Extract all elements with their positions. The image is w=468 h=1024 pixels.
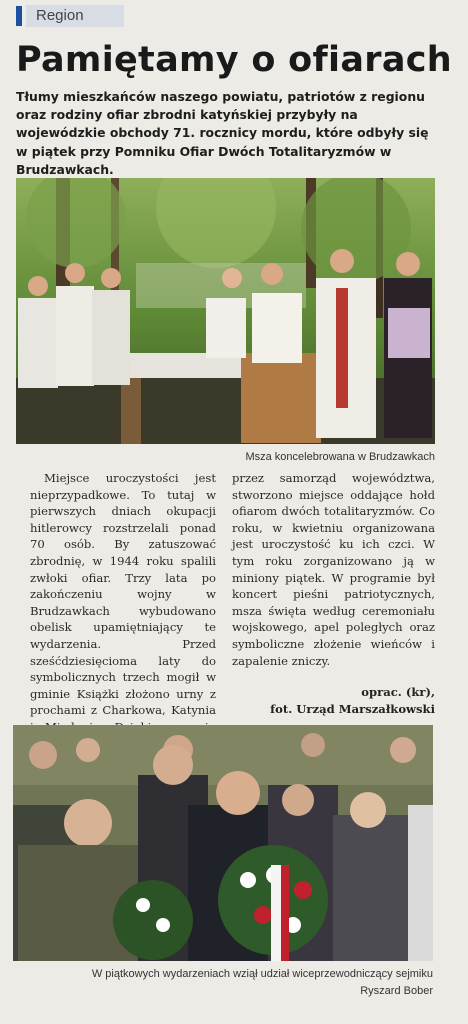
wreath-photo-caption [40,966,433,1000]
wreath-ceremony-photo [13,725,433,961]
article-credit-author: oprac. (kr), [361,685,435,699]
article-body-right: przez samorząd województwa, stworzono miejsce oddające hołd ofiarom dwóch totalitaryzmów. Co roku, w kwietniu organizowana jest uroczystość ku ich czci. W tym roku zorganizowano ją w miniony piątek. W programie był koncert pieśni patriotycznych, msza święta według ceremoniału wojskowego, apel poległych oraz symboliczne złożenie wieńców i zapalenie zniczy. [232,471,435,668]
article-lead: Tłumy mieszkańców naszego powiatu, patriotów z regionu oraz rodziny ofiar zbrodni katyńskiej przybyły na wojewódzkie obchody 71. rocznicy mordu, które odbyły się w piątek przy Pomniku Ofiar Dwóch Totalitaryzmów w Brudzawkach. [16,89,429,177]
article-credit-photo: fot. Urząd Marszałkowski [270,702,435,716]
section-tag [16,4,124,28]
section-label: Region [26,5,124,27]
section-accent-bar [16,6,22,26]
article-body-left: Miejsce uroczystości jest nieprzypadkowe. To tutaj w pierwszych dniach okupacji hitlerowcy rozstrzelali ponad 70 osób. By zatuszować zbrodnię, w 1944 roku spalili zwłoki ofiar. Trzy lata po zakończeniu wojny w Brudzawkach wybudowano obelisk upamiętniający te wydarzenia. Przed sześćdziesięcioma laty do symbolicznych trzech mogił w gminie Książki złożono urny z prochami z Charkowa, Katynia [30,471,216,718]
mass-photo-caption: Msza koncelebrowana w Brudzawkach [245,451,435,463]
mass-photo [16,178,435,444]
article-headline: Pamiętamy o ofiarach [16,40,453,80]
wreath-photo-caption-line1: W piątkowych wydarzeniach wziął udział wiceprzewodniczący sejmiku [91,968,433,980]
wreath-photo-caption-line2: Ryszard Bober [360,985,433,997]
